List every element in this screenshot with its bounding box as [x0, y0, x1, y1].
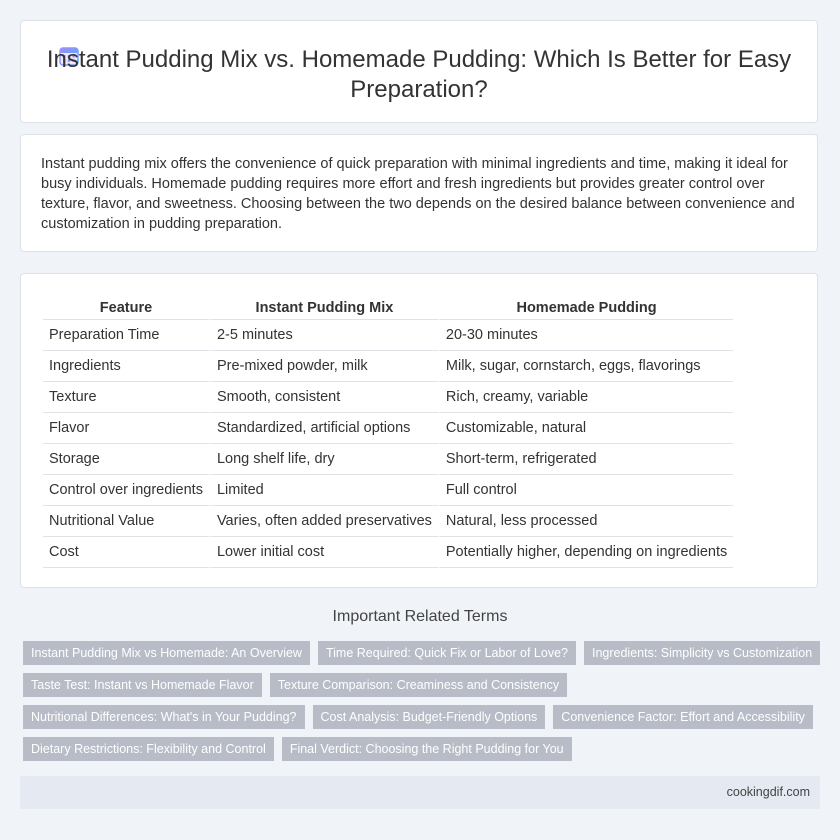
- table-row: [43, 537, 733, 568]
- table-cell: Limited: [209, 475, 438, 506]
- table-row: [43, 320, 733, 351]
- table-cell: Pre-mixed powder, milk: [209, 351, 438, 382]
- comparison-card: [20, 273, 818, 588]
- related-term-tag[interactable]: Ingredients: Simplicity vs Customization: [584, 641, 820, 665]
- site-link[interactable]: cookingdif.com: [726, 785, 810, 799]
- table-cell: Rich, creamy, variable: [438, 382, 733, 413]
- table-cell: Milk, sugar, cornstarch, eggs, flavorings: [438, 351, 733, 382]
- table-cell: 20-30 minutes: [438, 320, 733, 351]
- intro-card: [20, 134, 818, 252]
- header-homemade: Homemade Pudding: [438, 296, 733, 320]
- table-cell: Nutritional Value: [43, 506, 209, 537]
- table-row: [43, 506, 733, 537]
- table-cell: Full control: [438, 475, 733, 506]
- table-cell: Long shelf life, dry: [209, 444, 438, 475]
- table-cell: Storage: [43, 444, 209, 475]
- related-term-tag[interactable]: Dietary Restrictions: Flexibility and Control: [23, 737, 274, 761]
- title-card: [20, 20, 818, 123]
- table-header-row: [43, 296, 733, 320]
- related-terms-list: [23, 641, 813, 769]
- table-cell: Smooth, consistent: [209, 382, 438, 413]
- related-terms-heading: Important Related Terms: [332, 608, 508, 625]
- related-term-tag[interactable]: Texture Comparison: Creaminess and Consistency: [270, 673, 567, 697]
- table-cell: Control over ingredients: [43, 475, 209, 506]
- table-cell: Cost: [43, 537, 209, 568]
- table-cell: 2-5 minutes: [209, 320, 438, 351]
- table-row: [43, 413, 733, 444]
- table-cell: Customizable, natural: [438, 413, 733, 444]
- table-row: [43, 444, 733, 475]
- table-cell: Flavor: [43, 413, 209, 444]
- related-term-tag[interactable]: Final Verdict: Choosing the Right Pudding for You: [282, 737, 572, 761]
- header-instant: Instant Pudding Mix: [209, 296, 438, 320]
- header-feature: Feature: [43, 296, 209, 320]
- related-term-tag[interactable]: Instant Pudding Mix vs Homemade: An Overview: [23, 641, 310, 665]
- related-term-tag[interactable]: Taste Test: Instant vs Homemade Flavor: [23, 673, 262, 697]
- table-row: [43, 351, 733, 382]
- table-cell: Texture: [43, 382, 209, 413]
- table-row: [43, 475, 733, 506]
- intro-paragraph: Instant pudding mix offers the convenience of quick preparation with minimal ingredients and time, making it ideal for busy individuals. Homemade pudding requires more effort and fresh ingredients but provides greater control over texture, flavor, and sweetness. Choosing between the two depends on the desired balance between convenience and customization in pudding preparation.: [41, 156, 795, 232]
- related-term-tag[interactable]: Cost Analysis: Budget-Friendly Options: [313, 705, 546, 729]
- table-cell: Potentially higher, depending on ingredients: [438, 537, 733, 568]
- related-term-tag[interactable]: Time Required: Quick Fix or Labor of Love?: [318, 641, 576, 665]
- table-cell: Natural, less processed: [438, 506, 733, 537]
- comparison-table: [43, 296, 733, 568]
- page-title: Instant Pudding Mix vs. Homemade Pudding: Which Is Better for Easy Preparation?: [46, 46, 792, 103]
- related-term-tag[interactable]: Nutritional Differences: What's in Your Pudding?: [23, 705, 305, 729]
- table-cell: Standardized, artificial options: [209, 413, 438, 444]
- related-term-tag[interactable]: Convenience Factor: Effort and Accessibility: [553, 705, 813, 729]
- table-cell: Ingredients: [43, 351, 209, 382]
- table-cell: Varies, often added preservatives: [209, 506, 438, 537]
- footer: [20, 776, 820, 809]
- table-row: [43, 382, 733, 413]
- table-cell: Preparation Time: [43, 320, 209, 351]
- table-cell: Short-term, refrigerated: [438, 444, 733, 475]
- table-cell: Lower initial cost: [209, 537, 438, 568]
